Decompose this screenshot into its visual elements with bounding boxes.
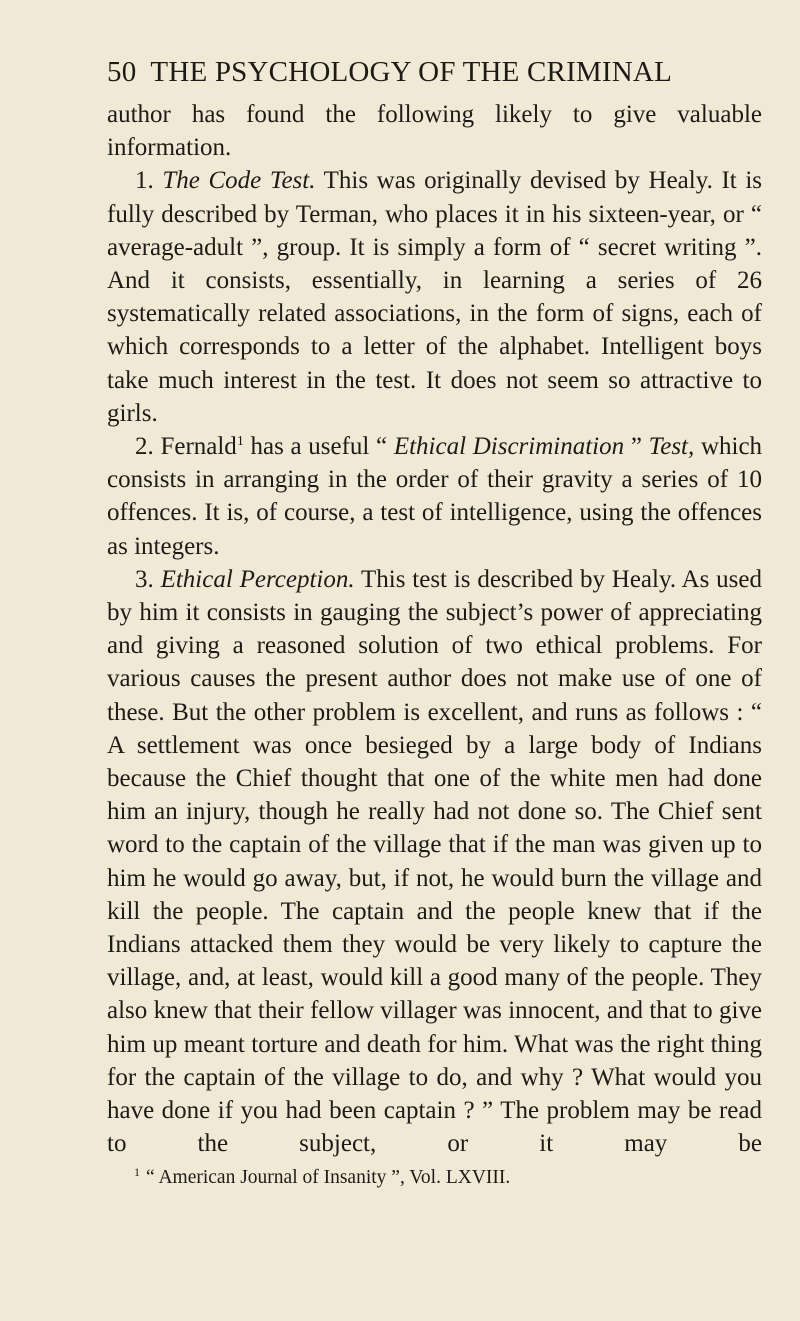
paragraph-code-test bbox=[107, 164, 762, 430]
test-title: Ethical Discrimination bbox=[393, 433, 625, 461]
footnote-text: “ American Journal of Insanity ”, Vol. LXVIII. bbox=[146, 1166, 511, 1188]
intro-paragraph: author has found the following likely to give valuable information. bbox=[107, 101, 762, 162]
closing-quote: ” bbox=[630, 433, 642, 461]
item-number: 2. bbox=[135, 433, 154, 461]
test-title-continued: Test, bbox=[648, 433, 695, 461]
test-title: Ethical Perception. bbox=[160, 565, 355, 593]
paragraph-ethical-perception bbox=[107, 563, 762, 1161]
author-name: Fernald bbox=[160, 433, 237, 461]
running-head bbox=[107, 54, 762, 90]
footnote bbox=[107, 1164, 762, 1192]
item-number: 3. bbox=[135, 565, 154, 593]
paragraph-text: has a useful “ bbox=[250, 433, 388, 461]
footnote-reference: 1 bbox=[236, 434, 244, 450]
paragraph-ethical-discrimination bbox=[107, 430, 762, 563]
paragraph-text: This was originally devised by Healy. It is fully described by Terman, who places it in his sixteen-year, or “ average-adult ”, group. It is simply a form of “ secret writing ”. And it consists, essentially, in learning a series of 26 systematically related associations, in the form of signs, each of which corresponds to a letter of the alphabet. Intelligent boys take much interest in the test. It does not seem so attractive to girls. bbox=[107, 167, 762, 427]
page-number: 50 bbox=[107, 56, 137, 88]
running-title: THE PSYCHOLOGY OF THE CRIMINAL bbox=[150, 56, 672, 88]
paragraph-text: This test is described by Healy. As used by him it consists in gauging the subject’s power of appreciating and giving a reasoned solution of two ethical problems. For various causes the present author does not make use of one of these. But the other problem is excellent, and runs as follows : “ A settlement was once besieged by a large body of Indians because the Chief thought that one of the white men had done him an injury, though he really had not done so. The Chief sent word to the captain of the village that if the man was given up to him he would go away, but, if not, he would burn the village and kill the people. The captain and the people knew that if the Indians attacked them they would be very likely to capture the village, and, at least, would kill a good many of the people. They also knew that their fellow villager was innocent, and that to give him up meant torture and death for him. What was the right thing for the captain of the village to do, and why ? What would you have done if you had been captain ? ” The problem may be read to the subject, or it may be bbox=[107, 565, 762, 1158]
paragraph-text-continued: which consists in arranging in the order of their gravity a series of 10 offences. It is, of course, a test of intelligence, using the offences as integers. bbox=[107, 433, 763, 560]
footnote-mark: 1 bbox=[134, 1164, 140, 1179]
item-number: 1. bbox=[135, 167, 154, 195]
test-title: The Code Test. bbox=[162, 167, 316, 195]
body-text bbox=[107, 98, 762, 1161]
